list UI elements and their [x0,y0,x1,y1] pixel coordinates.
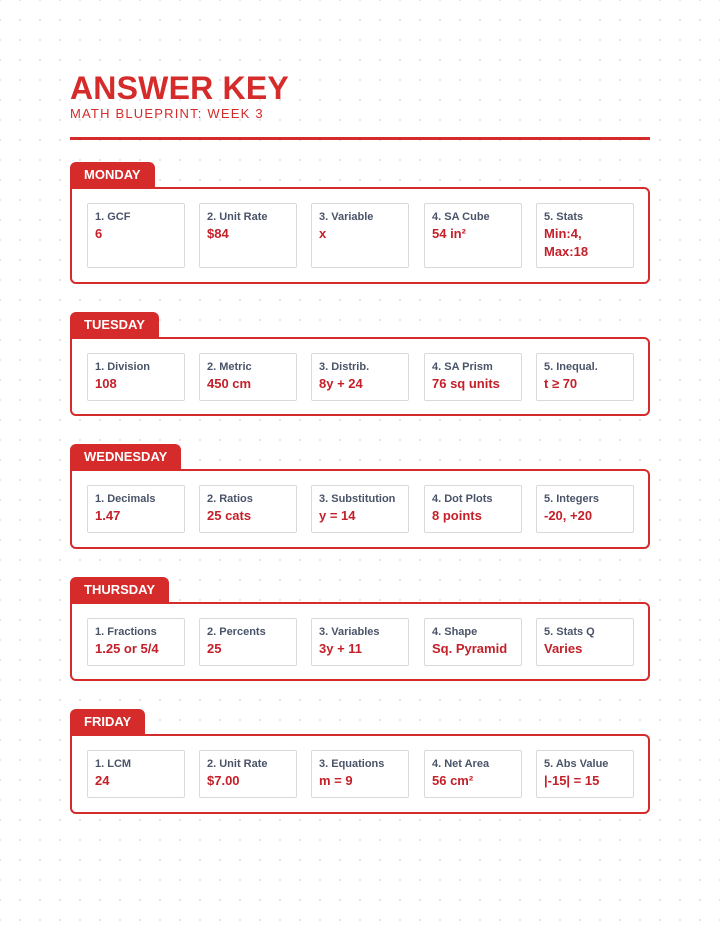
answer-cell [536,485,634,533]
answer-cell [424,750,522,798]
answer-value: 56 cm² [432,773,474,788]
question-label: 2. Percents [207,626,266,638]
day-section-friday [70,734,650,814]
question-label: 5. Abs Value [544,758,609,770]
answer-value: x [319,226,327,241]
day-section-tuesday [70,337,650,416]
answer-value: 25 cats [207,508,252,523]
question-label: 4. Dot Plots [432,493,493,505]
answer-cell [536,750,634,798]
answer-cell [311,750,409,798]
day-tab-tuesday: TUESDAY [70,312,159,338]
answer-cell [199,353,297,401]
header-divider [70,137,650,140]
question-label: 4. Net Area [432,758,490,770]
answer-value: t ≥ 70 [544,376,578,391]
answer-value: 76 sq units [432,376,500,391]
answer-cell [311,485,409,533]
answer-cell [424,485,522,533]
answer-cell [424,203,522,268]
answer-cell [536,618,634,666]
answer-cell [424,618,522,666]
answer-value: 54 in² [432,226,466,241]
answer-value: 1.47 [95,508,121,523]
answer-cell [87,353,185,401]
answer-value: $84 [207,226,229,241]
question-label: 3. Variable [319,211,374,223]
answer-value: 1.25 or 5/4 [95,641,159,656]
day-section-wednesday [70,469,650,549]
answer-cell [311,203,409,268]
question-label: 4. SA Cube [432,211,490,223]
page-subtitle: MATH BLUEPRINT: WEEK 3 [70,106,264,121]
answer-value: |-15| = 15 [544,773,600,788]
answer-value: y = 14 [319,508,356,523]
answer-value: -20, +20 [544,508,593,523]
answer-cell [87,618,185,666]
answer-value: 8y + 24 [319,376,363,391]
answer-value: 25 [207,641,222,656]
question-label: 5. Stats [544,211,584,223]
answer-value: m = 9 [319,773,353,788]
question-label: 5. Integers [544,493,600,505]
question-label: 1. GCF [95,211,131,223]
answer-cell [311,353,409,401]
question-label: 4. Shape [432,626,478,638]
answer-value: 8 points [432,508,482,523]
answer-cell [87,485,185,533]
question-label: 2. Unit Rate [207,758,268,770]
answer-value: Varies [544,641,583,656]
question-label: 1. Fractions [95,626,157,638]
day-tab-friday: FRIDAY [70,709,145,735]
answer-cell [199,750,297,798]
answer-cell [199,618,297,666]
answer-value: 3y + 11 [319,641,363,656]
question-label: 2. Metric [207,361,252,373]
answer-value: 108 [95,376,117,391]
question-label: 5. Inequal. [544,361,598,373]
answer-value: $7.00 [207,773,240,788]
question-label: 4. SA Prism [432,361,493,373]
answer-cell [199,485,297,533]
question-label: 3. Distrib. [319,361,370,373]
answer-cell [424,353,522,401]
answer-cell [536,353,634,401]
answer-value: 450 cm [207,376,252,391]
day-section-monday [70,187,650,284]
answer-value-line-2: Max:18 [544,244,589,259]
question-label: 2. Ratios [207,493,253,505]
answer-value: 6 [95,226,103,241]
answer-cell [87,750,185,798]
page-title: ANSWER KEY [70,70,289,106]
question-label: 1. Decimals [95,493,156,505]
question-label: 2. Unit Rate [207,211,268,223]
answer-value: 24 [95,773,110,788]
question-label: 3. Variables [319,626,380,638]
answer-cell [199,203,297,268]
answer-value: Sq. Pyramid [432,641,508,656]
answer-cell [536,203,634,268]
question-label: 1. LCM [95,758,132,770]
day-section-thursday [70,602,650,681]
answer-cell [311,618,409,666]
day-tab-monday: MONDAY [70,162,155,188]
day-tab-thursday: THURSDAY [70,577,169,603]
day-tab-wednesday: WEDNESDAY [70,444,181,470]
question-label: 5. Stats Q [544,626,595,638]
question-label: 3. Substitution [319,493,396,505]
question-label: 1. Division [95,361,151,373]
answer-value: Min:4, [544,226,582,241]
answer-cell [87,203,185,268]
question-label: 3. Equations [319,758,385,770]
